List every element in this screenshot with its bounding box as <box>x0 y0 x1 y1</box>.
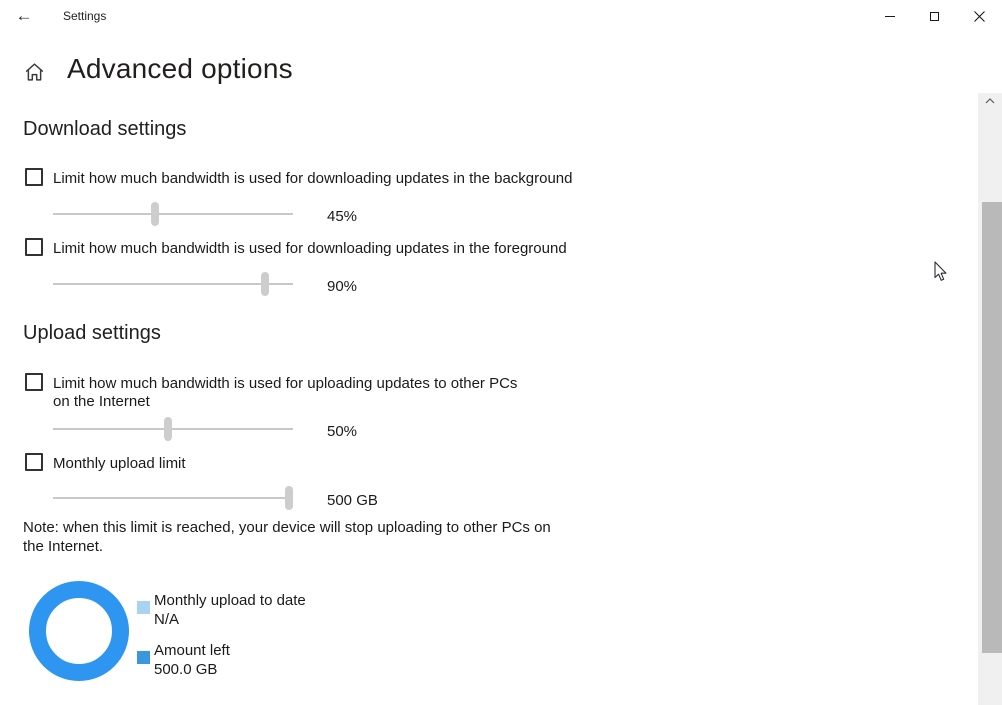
slider-value: 50% <box>327 423 358 440</box>
home-icon <box>24 61 45 88</box>
slider-thumb[interactable] <box>285 486 293 510</box>
slider-thumb[interactable] <box>164 417 172 441</box>
legend-swatch-monthly-upload <box>137 601 150 614</box>
maximize-button[interactable] <box>912 0 957 32</box>
legend-label: Amount left <box>154 642 230 659</box>
slider-value: 45% <box>327 208 358 225</box>
upload-limit-note: Note: when this limit is reached, your device will stop uploading to other PCs on the Internet. <box>23 519 551 555</box>
slider-track <box>53 497 293 499</box>
mouse-cursor-icon <box>934 261 948 287</box>
section-heading-download: Download settings <box>23 118 187 140</box>
donut-ring-amount-left <box>38 590 121 673</box>
legend-label: Monthly upload to date <box>154 592 306 609</box>
page-title: Advanced options <box>67 53 293 84</box>
slider-thumb[interactable] <box>151 202 159 226</box>
slider-download-background[interactable] <box>53 202 293 226</box>
minimize-icon <box>885 16 895 17</box>
checkbox-monthly-upload-limit[interactable] <box>25 453 43 471</box>
slider-thumb[interactable] <box>261 272 269 296</box>
slider-value: 90% <box>327 278 358 295</box>
back-button[interactable] <box>8 0 40 32</box>
checkbox-label: Monthly upload limit <box>53 455 186 472</box>
maximize-icon <box>930 12 939 21</box>
upload-usage-donut-chart <box>29 581 129 686</box>
checkbox-limit-upload[interactable] <box>25 373 43 391</box>
legend-item-monthly-upload <box>154 592 306 629</box>
checkbox-limit-download-background[interactable] <box>25 168 43 186</box>
back-arrow-icon: ← <box>15 6 33 25</box>
checkbox-limit-download-foreground[interactable] <box>25 238 43 256</box>
slider-upload-bandwidth[interactable] <box>53 417 293 441</box>
minimize-button[interactable] <box>867 0 912 32</box>
checkbox-label: Limit how much bandwidth is used for downloading updates in the foreground <box>53 240 567 257</box>
legend-value: N/A <box>154 610 180 628</box>
checkbox-label: Limit how much bandwidth is used for downloading updates in the background <box>53 170 573 187</box>
slider-download-foreground[interactable] <box>53 272 293 296</box>
scrollbar-thumb[interactable] <box>982 202 1002 653</box>
scrollbar-up-button[interactable] <box>978 93 1002 109</box>
window-title: Settings <box>63 9 107 23</box>
chevron-up-icon <box>985 98 995 104</box>
slider-track <box>53 213 293 215</box>
slider-track <box>53 428 293 430</box>
slider-track <box>53 283 293 285</box>
legend-swatch-amount-left <box>137 651 150 664</box>
checkbox-label: Limit how much bandwidth is used for uploading updates to other PCs on the Internet <box>53 375 518 410</box>
section-heading-upload: Upload settings <box>23 322 161 344</box>
legend-value: 500.0 GB <box>154 660 218 678</box>
legend-item-amount-left <box>154 642 230 679</box>
slider-value: 500 GB <box>327 492 378 509</box>
title-bar <box>0 0 1002 32</box>
close-icon <box>974 11 985 22</box>
slider-monthly-upload-limit[interactable] <box>53 486 293 510</box>
close-button[interactable] <box>957 0 1002 32</box>
